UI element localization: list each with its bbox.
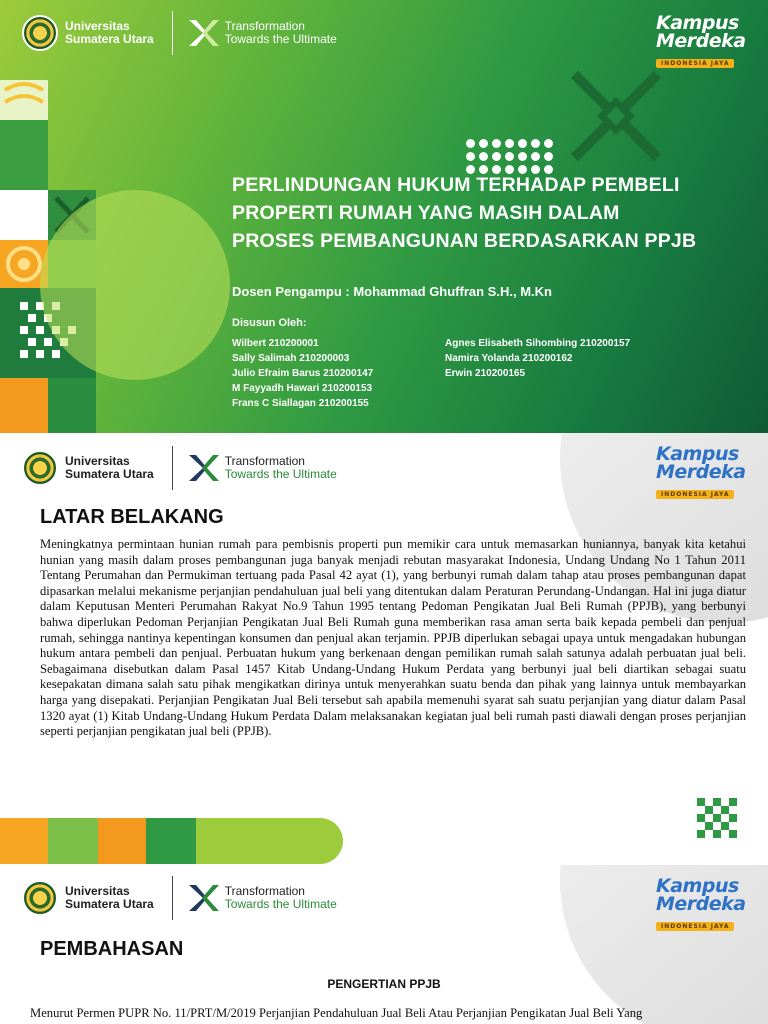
decorative-ornament-icon [570, 70, 662, 162]
logo-divider [172, 11, 173, 55]
transformation-tagline: Transformation Towards the Ultimate [224, 19, 337, 46]
author-item: Julio Efraim Barus 210200147 [232, 368, 374, 379]
kampus-merdeka-logo: Kampus Merdeka INDONESIA JAYA [656, 12, 746, 67]
authors-list-right [445, 336, 630, 381]
subsection-heading: PENGERTIAN PPJB [327, 977, 441, 991]
kampus-merdeka-logo: Kampus Merdeka INDONESIA JAYA [656, 443, 746, 498]
header-logos [22, 445, 337, 491]
usu-emblem-icon [22, 450, 58, 486]
lecturer-line: Dosen Pengampu : Mohammad Ghuffran S.H., M.Kn [232, 284, 552, 299]
background-paragraph: Meningkatnya permintaan hunian rumah para pembisnis properti pun memikir cara untuk memasarkan huniannya, banyak kita ketahui hunian yang masih dalam proses pembangunan juga banyak menjadi rebutan masyarakat Indonesia, Undang Undang No 1 Tahun 2011 Tentang Perumahan dan Permukiman tertuang pada Pasal 42 ayat (1), yang berbunyi rumah dalam tahap atau proses pembangunan dapat dipasarkan melalui mekanisme perjanjian pendahuluan jual beli yang ditentukan dalam Peraturan Perundang-Undangan. Hal ini juga diatur dalam Keputusan Menteri Perumahan Rakyat No.9 Tahun 1995 tentang Pedoman Pengikatan Jual Beli Rumah (PPJB), yang berbunyi bahwa diperlukan Pedoman Perjanjian Pengikatan Jual Beli Rumah guna memberikan rasa aman serta baik kepada pembeli dan penjual rumah, sehingga nantinya kepentingan konsumen dan penjual akan terjamin. PPJB diperlukan sebagai upaya untuk mengadakan hubungan hukum antara pembeli dan penjual. Perbuatan hukum yang berkenaan dengan pemilikan rumah salah satunya adalah perbuatan jual beli. Sebagaimana disebutkan dalam Pasal 1457 Kitab Undang-Undang Hukum Perdata yang berbunyi jual beli diartikan sebagai suatu kesepakatan dimana salah satu pihak mengikatkan dirinya untuk menyerahkan suatu benda dan pihak yang lainnya untuk membayarkan harga yang disepakati. Perjanjian Pengikatan Jual Beli tersebut sah apabila memenuhi syarat sah suatu perjanjian yang diatur dalam Pasal 1320 ayat (1) Kitab Undang-Undang Hukum Perdata Dalam melaksanakan kegiatan jual beli rumah pasti diawali dengan proses perjanjian seperti perjanjian pengikatan jual beli (PPJB). [40, 537, 746, 739]
author-item: Erwin 210200165 [445, 368, 526, 379]
section-heading: LATAR BELAKANG [40, 506, 224, 528]
header-logos [22, 875, 337, 921]
author-item: Wilbert 210200001 [232, 338, 319, 349]
discussion-slide [0, 865, 768, 1024]
usu-emblem-icon [22, 15, 58, 51]
usu-wordmark: Universitas Sumatera Utara [65, 884, 154, 911]
authors-label: Disusun Oleh: [232, 317, 307, 329]
authors-list-left [232, 336, 373, 411]
header-logos [22, 10, 337, 56]
usu-emblem-icon [22, 880, 58, 916]
author-item: Agnes Elisabeth Sihombing 210200157 [445, 338, 631, 349]
usu-wordmark: Universitas Sumatera Utara [65, 454, 154, 481]
section-heading: PEMBAHASAN [40, 938, 184, 960]
transformation-mark-icon [187, 881, 221, 915]
decorative-bottom-band [0, 818, 343, 864]
author-item: Namira Yolanda 210200162 [445, 353, 573, 364]
author-item: Sally Salimah 210200003 [232, 353, 350, 364]
decorative-pattern-icon [695, 796, 739, 840]
transformation-tagline: Transformation Towards the Ultimate [224, 884, 337, 911]
background-slide [0, 433, 768, 865]
decorative-dot-grid [466, 139, 553, 174]
presentation-title: PERLINDUNGAN HUKUM TERHADAP PEMBELI PROPERTI RUMAH YANG MASIH DALAM PROSES PEMBANGUNAN BERDASARKAN PPJB [232, 174, 697, 252]
author-item: Frans C Siallagan 210200155 [232, 398, 369, 409]
transformation-mark-icon [187, 16, 221, 50]
discussion-paragraph: Menurut Permen PUPR No. 11/PRT/M/2019 Perjanjian Pendahuluan Jual Beli Atau Perjanjian Pengikatan Jual Beli Yang [30, 1006, 643, 1020]
title-slide [0, 0, 768, 433]
author-item: M Fayyadh Hawari 210200153 [232, 383, 373, 394]
decorative-circle [40, 190, 230, 380]
kampus-merdeka-logo: Kampus Merdeka INDONESIA JAYA [656, 875, 746, 930]
usu-wordmark: Universitas Sumatera Utara [65, 19, 154, 46]
logo-divider [172, 876, 173, 920]
transformation-tagline: Transformation Towards the Ultimate [224, 454, 337, 481]
logo-divider [172, 446, 173, 490]
transformation-mark-icon [187, 451, 221, 485]
